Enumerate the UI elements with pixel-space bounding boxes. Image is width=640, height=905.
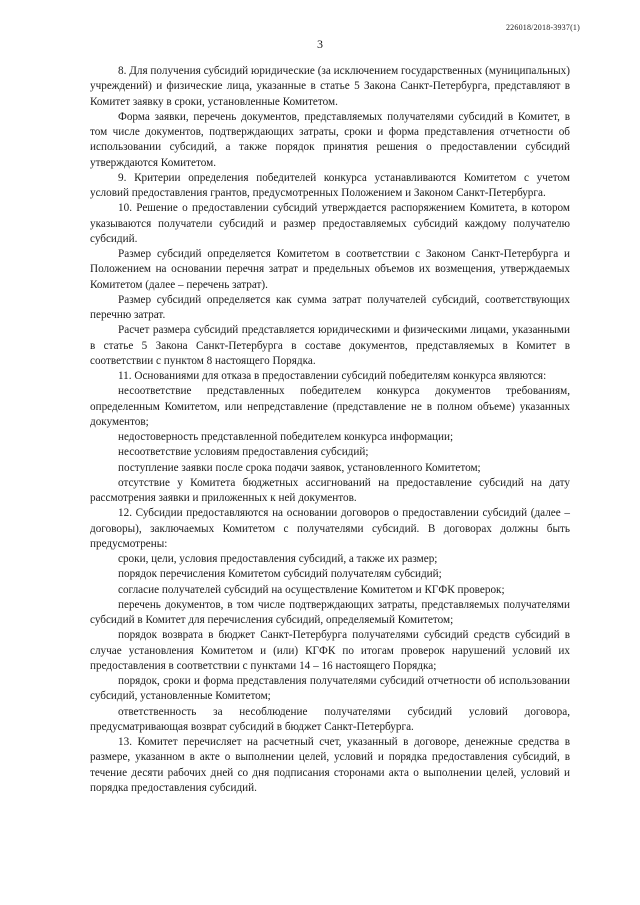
list-item: порядок, сроки и форма представления получателями субсидий отчетности об использовании субсидий, установленные Комитетом; [90, 675, 570, 703]
list-item: порядок возврата в бюджет Санкт-Петербурга получателями субсидий средств субсидий в случае установления Комитетом и (или) КГФК по итогам проверок нарушений условий их предоставления в соответствии с пунктами 14 – 16 настоящего Порядка; [90, 629, 570, 672]
list-item: поступление заявки после срока подачи заявок, установленного Комитетом; [118, 461, 481, 474]
page-number: 3 [317, 37, 323, 51]
list-item: порядок перечисления Комитетом субсидий получателям субсидий; [118, 568, 442, 581]
list-item: недостоверность представленной победителем конкурса информации; [118, 431, 454, 443]
list-item: согласие получателей субсидий на осуществление Комитетом и КГФК проверок; [118, 583, 505, 596]
paragraph-10: 10. Решение о предоставлении субсидий утверждается распоряжением Комитета, в котором указываются получатели субсидий и размер предоставляемых субсидий каждому получателю субсидий. [90, 202, 570, 245]
list-item: ответственность за несоблюдение получателями субсидий условий договора, предусматривающая возврат субсидий в бюджет Санкт-Петербурга. [90, 705, 570, 733]
list-item: сроки, цели, условия предоставления субсидий, а также их размер; [118, 553, 438, 565]
paragraph-10-sum: Размер субсидий определяется как сумма затрат получателей субсидий, соответствующих перечню затрат. [90, 293, 570, 321]
list-item: несоответствие представленных победителем конкурса документов требованиям, определенным Комитетом, или непредставление (представление не в полном объеме) указанных документов; [90, 385, 570, 428]
paragraph-13: 13. Комитет перечисляет на расчетный счет, указанный в договоре, денежные средства в размере, указанном в акте о выполнении целей, условий и порядка предоставления субсидий, в течение десяти рабочих дней со дня подписания сторонами акта о выполнении целей, условий и порядка предоставления субсидий. [90, 736, 570, 794]
document-id: 226018/2018-3937(1) [505, 23, 580, 32]
paragraph-9: 9. Критерии определения победителей конкурса устанавливаются Комитетом с учетом условий предоставления грантов, предусмотренных Положением и Законом Санкт-Петербурга. [90, 171, 570, 199]
paragraph-8: 8. Для получения субсидий юридические (за исключением государственных (муниципальных) учреждений) и физические лица, указанные в статье 5 Закона Санкт-Петербурга, представляют в Комитет заявку в сроки, установленные Комитетом. [90, 65, 570, 108]
list-item: несоответствие условиям предоставления субсидий; [118, 446, 369, 459]
paragraph-12: 12. Субсидии предоставляются на основании договоров о предоставлении субсидий (далее – договоры), заключаемых Комитетом с получателями субсидий. В договорах должны быть предусмотрены: [90, 507, 570, 550]
paragraph-10-size: Размер субсидий определяется Комитетом в соответствии с Законом Санкт-Петербурга и Положением на основании перечня затрат и предельных объемов их возмещения, утверждаемых Комитетом (далее – перечень затрат). [90, 248, 570, 291]
paragraph-10-calc: Расчет размера субсидий представляется юридическими и физическими лицами, указанными в статье 5 Закона Санкт-Петербурга в составе документов, представляемых в Комитет в соответствии с пунктом 8 настоящего Порядка. [90, 324, 570, 367]
document-body [90, 64, 570, 796]
paragraph-11: 11. Основаниями для отказа в предоставлении субсидий победителям конкурса являются: [118, 370, 547, 382]
list-item: отсутствие у Комитета бюджетных ассигнований на предоставление субсидий на дату рассмотрения заявки и приложенных к ней документов. [90, 476, 570, 504]
list-item: перечень документов, в том числе подтверждающих затраты, представляемых получателями субсидий в Комитет для перечисления субсидий, определяемый Комитетом; [90, 598, 570, 626]
paragraph-8-form: Форма заявки, перечень документов, представляемых получателями субсидий в Комитет, в том числе документов, подтверждающих затраты, сроки и форма представления отчетности об использовании субсидий, а также порядок принятия решения о предоставлении субсидий утверждаются Комитетом. [90, 110, 570, 169]
